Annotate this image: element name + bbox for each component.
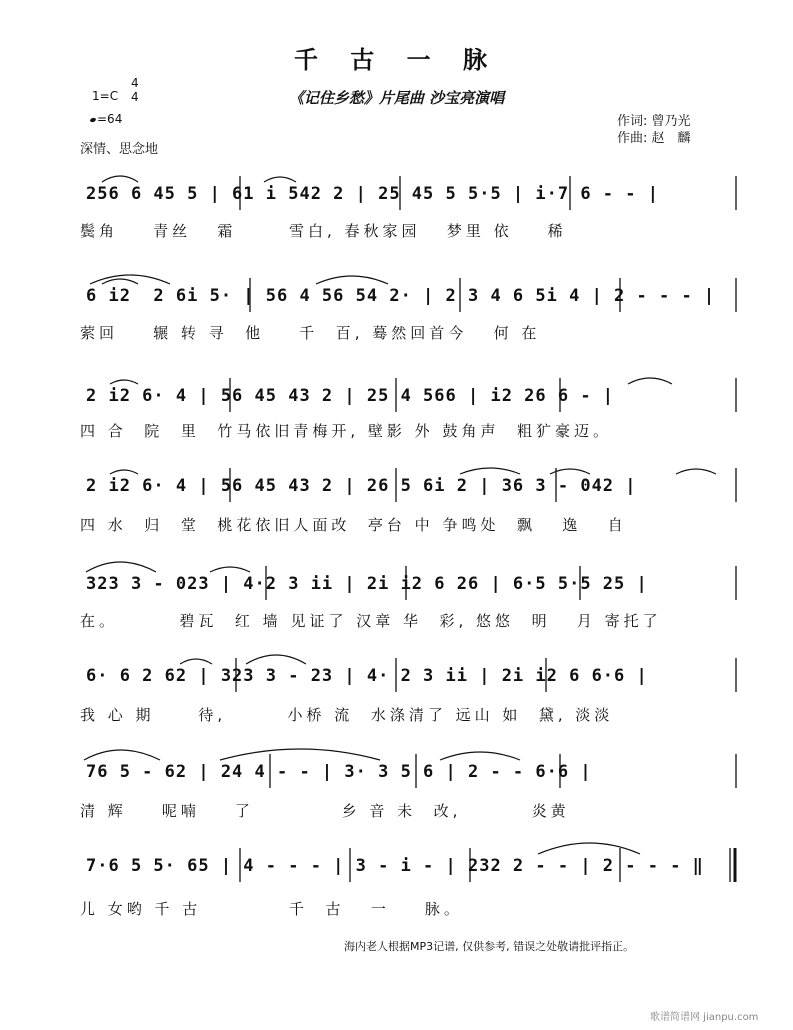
staff-line-8 [80, 842, 740, 888]
time-signature-top: 4 [131, 76, 139, 90]
lyric-line-8: 儿 女哟 千 古 千 古 一 脉。 [80, 900, 463, 918]
lyric-line-2: 萦回 辗 转 寻 他 千 百, 蓦然回首今 何 在 [80, 324, 541, 342]
lyric-line-7: 清 辉 呢喃 了 乡 音 未 改, 炎黄 [80, 802, 570, 820]
notation-line-7: 76 5 - 62 | 24 4 - - | 3· 3 5 6 | 2 - - 6·6 | [86, 762, 592, 782]
lyric-line-5: 在。 碧瓦 红 墙 见证了 汉章 华 彩, 悠悠 明 月 寄托了 [80, 612, 662, 630]
time-signature-bottom: 4 [131, 90, 139, 104]
notation-line-5: 323 3 - 023 | 4·2 3 ii | 2i i2 6 26 | 6·5 5·5 25 | [86, 574, 648, 594]
tempo-mark [90, 112, 122, 126]
lyric-line-1: 鬓角 青丝 霜 雪白, 春秋家园 梦里 依 稀 [80, 222, 567, 240]
notation-line-6: 6· 6 2 62 | 323 3 - 23 | 4· 2 3 ii | 2i i2 6 6·6 | [86, 666, 648, 686]
lyric-line-6: 我 心 期 待, 小桥 流 水涤清了 远山 如 黛, 淡淡 [80, 706, 614, 724]
staff-line-3 [80, 372, 740, 418]
lyricist-credit: 作词: 曾乃光 [617, 114, 691, 129]
site-watermark: 歌谱简谱网 jianpu.com [650, 1012, 759, 1023]
song-title: 千 古 一 脉 [293, 46, 500, 74]
staff-line-4 [80, 462, 740, 508]
staff-line-6 [80, 652, 740, 698]
transcription-note: 海内老人根据MP3记谱, 仅供参考, 错误之处敬请批评指正。 [344, 940, 635, 953]
staff-line-7 [80, 748, 740, 794]
expression-mark: 深情、思念地 [80, 142, 159, 157]
time-signature [131, 76, 139, 104]
staff-line-2 [80, 272, 740, 318]
notation-line-4: 2 i2 6· 4 | 56 45 43 2 | 26 5 6i 2 | 36 3 - 042 | [86, 476, 637, 496]
tempo-value: =64 [97, 112, 123, 126]
notation-line-1: 256 6 45 5 | 61 i 542 2 | 25 45 5 5·5 | i·7 6 - - | [86, 184, 659, 204]
notation-line-3: 2 i2 6· 4 | 56 45 43 2 | 25 4 566 | i2 26 6 - | [86, 386, 615, 406]
staff-line-5 [80, 560, 740, 606]
lyric-line-3: 四 合 院 里 竹马依旧青梅开, 壁影 外 鼓角声 粗犷豪迈。 [80, 422, 612, 440]
key-signature: 1=C [92, 89, 119, 103]
song-subtitle: 《记住乡愁》片尾曲 沙宝亮演唱 [288, 89, 505, 107]
quarter-note-icon [89, 117, 96, 123]
staff-line-1 [80, 170, 740, 216]
lyric-line-4: 四 水 归 堂 桃花依旧人面改 亭台 中 争鸣处 飘 逸 自 [80, 516, 627, 534]
notation-line-8: 7·6 5 5· 65 | 4 - - - | 3 - i - | 232 2 - - | 2 - - - ‖ [86, 856, 704, 876]
composer-credit: 作曲: 赵 麟 [617, 131, 691, 146]
notation-line-2: 6 i2 2 6i 5· | 56 4 56 54 2· | 2 3 4 6 5i 4 | 2 - - - | [86, 286, 716, 306]
